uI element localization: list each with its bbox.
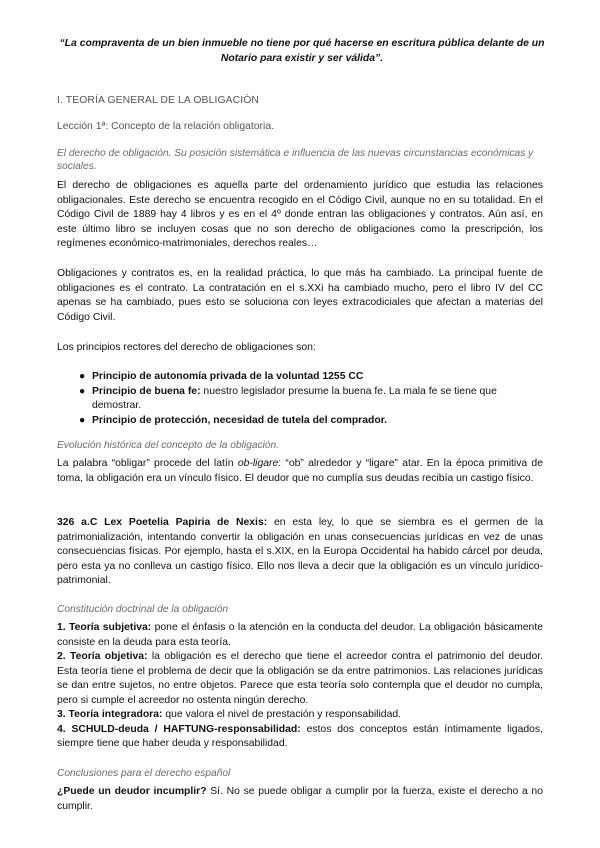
theory-integradora: 3. Teoría integradora: que valora el nivel de prestación y responsabilidad. bbox=[57, 709, 402, 720]
section-heading: I. TEORÍA GENERAL DE LA OBLIGACIÓN bbox=[57, 95, 260, 106]
bullet-icon: ● bbox=[79, 371, 86, 382]
lesson-title: Lección 1ª: Concepto de la relación obligatoria. bbox=[57, 121, 274, 132]
subheading-derecho-obligacion: El derecho de obligación. Su posición sistemática e influencia de las nuevas circunstancias económicas y sociales. bbox=[57, 148, 534, 172]
paragraph-etimologia: La palabra “obligar” procede del latín ob-ligare: “ob” alrededor y “ligare” atar. En la época primitiva de toma, la obligación era un vínculo físico. El deudor que no cumplía sus deudas recibía un castigo físico. bbox=[57, 458, 543, 484]
subheading-conclusiones: Conclusiones para el derecho español bbox=[57, 768, 231, 779]
list-item: ● Principio de autonomía privada de la voluntad 1255 CC bbox=[57, 370, 543, 385]
theory-objetiva: 2. Teoría objetiva: la obligación es el derecho que tiene el acreedor contra el patrimonio del deudor. Esta teoría tiene el problema de decir que la obligación se da entre patrimonios. Las relaciones jurídicas se dan entre sujetos, no entre objetos. Parece que esta teoría solo contempla que el deudor no cumpla, pero si cumple el acreedor no ostenta ningún derecho. bbox=[57, 651, 543, 706]
theories-block bbox=[57, 621, 543, 752]
paragraph-contratos: Obligaciones y contratos es, en la realidad práctica, lo que más ha cambiado. La principal fuente de obligaciones es el contrato. La contratación en el s.XXi ha cambiado mucho, pero el libro IV del CC apenas se ha cambiado, pues esto se soluciona con leyes extracodiciales que afectan a materias del Código Civil. bbox=[57, 268, 543, 323]
principles-list bbox=[57, 370, 543, 428]
list-item: ● Principio de buena fe: nuestro legislador presume la buena fe. La mala fe se tiene que demostrar. bbox=[79, 385, 497, 411]
theory-schuld-haftung: 4. SCHULD-deuda / HAFTUNG-responsabilidad: estos dos conceptos están íntimamente ligados, siempre tiene que haber deuda y responsabilidad. bbox=[57, 723, 543, 749]
paragraph-lex-poetelia: 326 a.C Lex Poetelia Papiria de Nexis: en esta ley, lo que se siembra es el germen de la patrimonialización, intentando convertir la obligación en unas consecuencias jurídicas en vez de unas consecuencias físicas. Por ejemplo, hasta el s.XIX, en la Europa Occidental ha habido cárcel por deuda, pero esta ya no conlleva un castigo físico. Ello nos lleva a decir que la obligación es un vínculo jurídico-patrimonial. bbox=[57, 517, 543, 586]
subheading-constitucion: Constitución doctrinal de la obligación bbox=[57, 604, 229, 615]
theory-subjetiva: 1. Teoría subjetiva: pone el énfasis o la atención en la conducta del deudor. La obligación básicamente consiste en la deuda para esta teoría. bbox=[57, 622, 543, 648]
bullet-icon: ● bbox=[79, 385, 86, 397]
bullet-icon: ● bbox=[79, 414, 86, 426]
subheading-evolucion: Evolución histórica del concepto de la obligación. bbox=[57, 440, 280, 451]
paragraph-principios-intro: Los principios rectores del derecho de obligaciones son: bbox=[57, 342, 316, 353]
list-item: ● Principio de protección, necesidad de tutela del comprador. bbox=[57, 414, 543, 429]
title-quote: “La compraventa de un bien inmueble no tiene por qué hacerse en escritura pública delante de un Notario para existir y ser válida”. bbox=[59, 38, 545, 64]
paragraph-definicion: El derecho de obligaciones es aquella parte del ordenamiento jurídico que estudia las relaciones obligacionales. Este derecho se encuentra recogido en el Código Civil, aunque no en su totalidad. En el Código Civil de 1889 hay 4 libros y es en el 4º donde entran las obligaciones y contratos. Aún así, en este último libro se incluyen cosas que no son derecho de obligaciones como la prescripción, los regímenes económico-matrimoniales, derechos reales… bbox=[57, 180, 543, 249]
paragraph-conclusion: ¿Puede un deudor incumplir? Sí. No se puede obligar a cumplir por la fuerza, existe el derecho a no cumplir. bbox=[57, 786, 543, 812]
